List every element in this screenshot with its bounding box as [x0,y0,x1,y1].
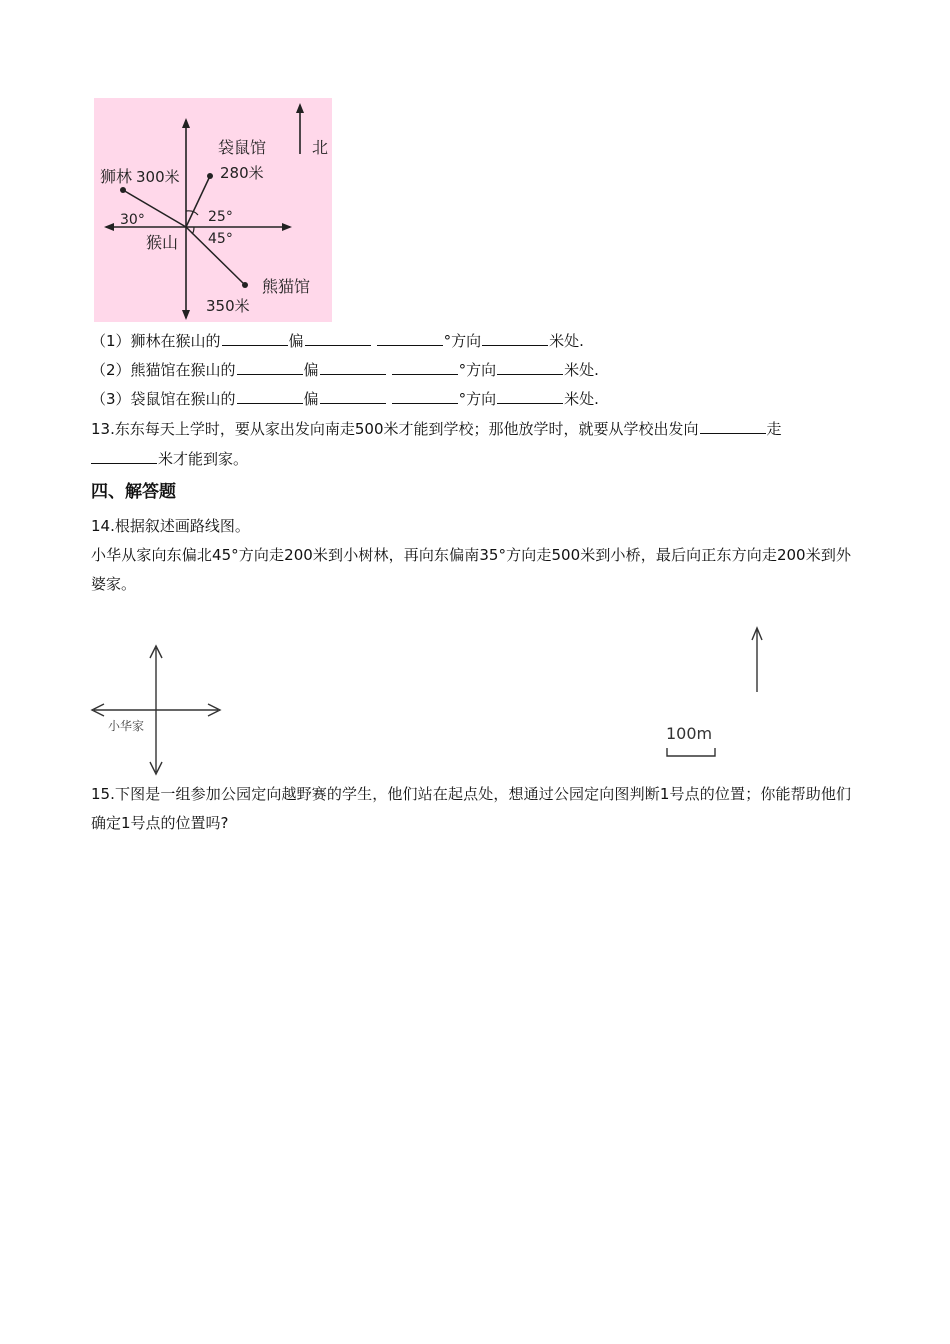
home-label: 小华家 [108,719,145,733]
axis-up-arrow-icon [182,118,190,128]
lion-point [120,187,126,193]
angle-arc-panda [192,227,194,234]
q12-3-pian: 偏 [303,390,319,408]
q12-line-2 [91,360,599,380]
north-arrowhead-icon [296,103,304,113]
q12-1-pian: 偏 [288,332,304,350]
angle-kangaroo-label: 25° [208,209,233,225]
kangaroo-distance: 280米 [220,164,264,182]
panda-point [242,282,248,288]
q12-line-3 [91,389,599,409]
answer-blank[interactable] [237,360,303,375]
q12-line-1 [91,331,584,351]
angle-lion-label: 30° [120,212,145,228]
panda-distance: 350米 [206,297,250,315]
q15-text: 15.下图是一组参加公园定向越野赛的学生，他们站在起点处，想通过公园定向图判断1号点的位置；你能帮助他们确定1号点的位置吗? [91,785,851,832]
q12-3-michu: 米处. [564,390,599,408]
q12-1-prefix: （1）狮林在猴山的 [91,332,221,350]
angle-panda-label: 45° [208,231,233,247]
q12-3-degdir: °方向 [458,390,497,408]
kangaroo-point [207,173,213,179]
monkey-label: 猴山 [146,233,179,252]
north-scale-diagram [660,620,780,770]
zoo-direction-map [94,98,332,322]
kangaroo-label: 袋鼠馆 [218,138,267,157]
section-heading: 四、解答题 [91,482,176,502]
route-kangaroo [186,176,210,227]
q12-3-prefix: （3）袋鼠馆在猴山的 [91,390,236,408]
answer-blank[interactable] [482,331,548,346]
q13-line-1 [91,419,782,439]
q13-zou: 走 [766,420,782,438]
q12-2-prefix: （2）熊猫馆在猴山的 [91,361,236,379]
q12-1-degdir: °方向 [443,332,482,350]
q13-line-2 [91,449,248,469]
answer-blank[interactable] [222,331,288,346]
answer-blank[interactable] [497,360,563,375]
answer-blank[interactable] [392,389,458,404]
answer-blank[interactable] [91,449,157,464]
axis-left-arrow-icon [104,223,114,231]
q12-2-michu: 米处. [564,361,599,379]
answer-blank[interactable] [320,360,386,375]
answer-blank[interactable] [497,389,563,404]
scale-label: 100m [666,724,713,743]
answer-blank[interactable] [700,419,766,434]
axis-right-arrow-icon [282,223,292,231]
q13-text-1: 13.东东每天上学时，要从家出发向南走500米才能到学校；那他放学时，就要从学校出发向 [91,420,699,438]
answer-blank[interactable] [392,360,458,375]
axis-down-arrow-icon [182,310,190,320]
q12-2-degdir: °方向 [458,361,497,379]
answer-blank[interactable] [320,389,386,404]
answer-blank[interactable] [377,331,443,346]
lion-label: 狮林 [100,167,133,186]
map-drawing [94,98,332,322]
q13-text-2: 米才能到家。 [158,450,249,468]
q12-1-michu: 米处. [549,332,584,350]
home-compass-diagram [88,640,228,780]
q14-title: 14.根据叙述画路线图。 [91,517,250,535]
lion-distance: 300米 [136,168,180,186]
answer-blank[interactable] [237,389,303,404]
north-label: 北 [312,138,329,157]
q12-2-pian: 偏 [303,361,319,379]
answer-blank[interactable] [305,331,371,346]
scale-bar [667,748,715,756]
q14-body: 小华从家向东偏北45°方向走200米到小树林，再向东偏南35°方向走500米到小桥，最后向正东方向走200米到外婆家。 [91,546,851,593]
panda-label: 熊猫馆 [262,277,311,296]
